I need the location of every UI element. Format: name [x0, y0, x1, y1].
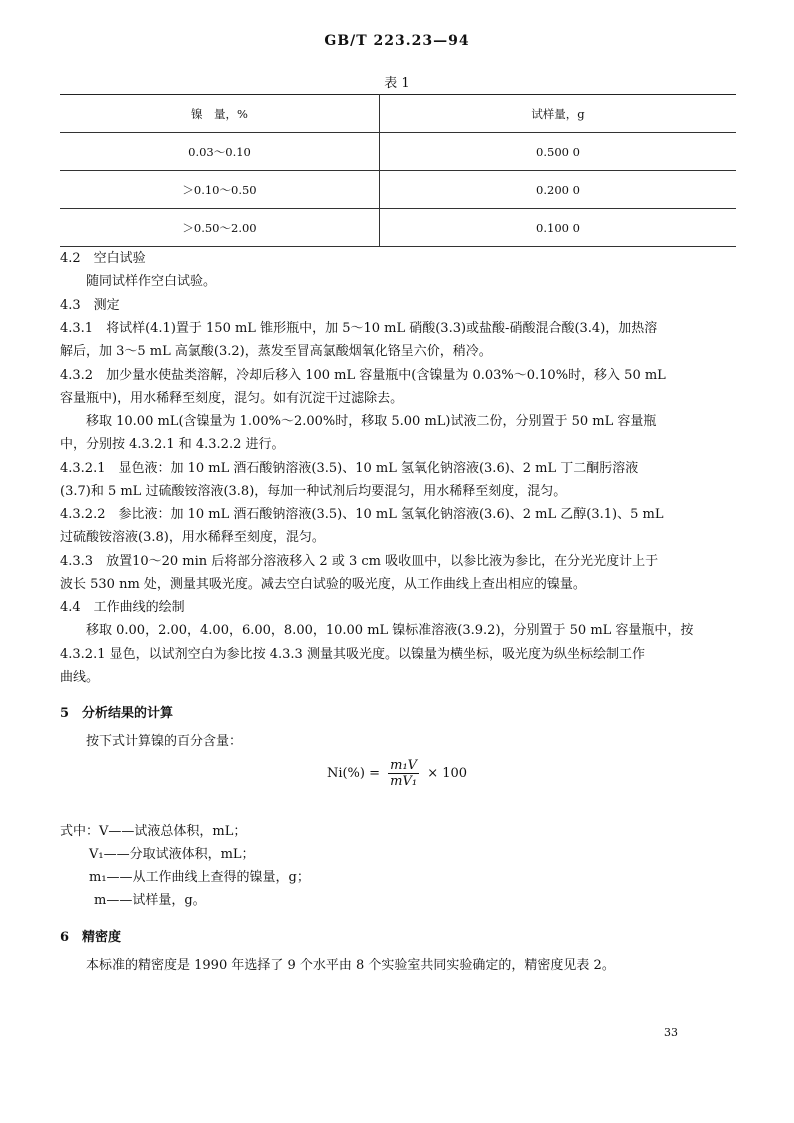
table-1: [60, 94, 736, 247]
table-header-row: [60, 95, 736, 133]
table-cell: 0.100 0: [380, 209, 737, 247]
body-text: 中，分别按 4.3.2.1 和 4.3.2.2 进行。: [60, 437, 285, 452]
column-header-nickel: 镍 量，%: [60, 95, 380, 133]
heading-4-2: 4.2 空白试验: [60, 251, 146, 266]
table-cell: ＞0.50～2.00: [60, 209, 380, 247]
body-text: 移取 10.00 mL(含镍量为 1.00%～2.00%时，移取 5.00 mL)试液二份，分别置于 50 mL 容量瓶: [86, 414, 657, 429]
standard-header: GB/T 223.23—94: [324, 33, 470, 49]
formula-denominator: mV₁: [390, 774, 418, 789]
table-cell: ＞0.10～0.50: [60, 171, 380, 209]
formula-intro: 按下式计算镍的百分含量：: [86, 734, 243, 749]
body-text: 4.3.2.2 参比液：加 10 mL 酒石酸钠溶液(3.5)、10 mL 氢氧化钠溶液(3.6)、2 mL 乙醇(3.1)、5 mL: [60, 507, 664, 522]
formula-rhs: × 100: [427, 766, 468, 781]
formula-lhs: Ni(%) =: [326, 766, 380, 781]
body-text: 4.3.2 加少量水使盐类溶解，冷却后移入 100 mL 容量瓶中(含镍量为 0.03%～0.10%时，移入 50 mL: [60, 368, 666, 383]
heading-4-3: 4.3 测定: [60, 298, 120, 313]
body-text: 4.3.1 将试样(4.1)置于 150 mL 锥形瓶中，加 5～10 mL 硝酸(3.3)或盐酸-硝酸混合酸(3.4)，加热溶: [60, 321, 658, 336]
body-text: 过硫酸铵溶液(3.8)，用水稀释至刻度，混匀。: [60, 530, 325, 545]
formula-fraction: [388, 758, 419, 789]
table-row: [60, 171, 736, 209]
where-line: V₁——分取试液体积，mL；: [89, 847, 255, 862]
body-text: 曲线。: [60, 670, 100, 685]
body-text: (3.7)和 5 mL 过硫酸铵溶液(3.8)，每加一种试剂后均要混匀，用水稀释至刻度，混匀。: [60, 484, 567, 499]
body-text: 移取 0.00，2.00，4.00，6.00，8.00，10.00 mL 镍标准溶液(3.9.2)，分别置于 50 mL 容量瓶中，按: [86, 623, 694, 638]
body-text: 波长 530 nm 处，测量其吸光度。减去空白试验的吸光度，从工作曲线上查出相应的镍量。: [60, 577, 586, 592]
body-text: 4.3.2.1 显色，以试剂空白为参比按 4.3.3 测量其吸光度。以镍量为横坐标，吸光度为纵坐标绘制工作: [60, 647, 645, 662]
table-row: [60, 133, 736, 171]
table-cell: 0.03～0.10: [60, 133, 380, 171]
formula-numerator: m₁V: [390, 758, 418, 773]
body-text: 4.3.2.1 显色液：加 10 mL 酒石酸钠溶液(3.5)、10 mL 氢氧化钠溶液(3.6)、2 mL 丁二酮肟溶液: [60, 461, 639, 476]
where-line: m——试样量，g。: [94, 893, 206, 908]
body-text: 容量瓶中)，用水稀释至刻度，混匀。如有沉淀干过滤除去。: [60, 391, 404, 406]
body-text: 4.3.3 放置10～20 min 后将部分溶液移入 2 或 3 cm 吸收皿中，以参比液为参比，在分光光度计上于: [60, 554, 659, 569]
table-row: [60, 209, 736, 247]
formula: [0, 758, 794, 789]
where-line: 式中：V——试液总体积，mL；: [60, 824, 247, 839]
column-header-sample-mass: 试样量，g: [380, 95, 737, 133]
page-number: 33: [664, 1026, 678, 1039]
table-caption: 表 1: [384, 76, 410, 91]
table-cell: 0.200 0: [380, 171, 737, 209]
precision-text: 本标准的精密度是 1990 年选择了 9 个水平由 8 个实验室共同实验确定的，精密度见表 2。: [86, 958, 615, 973]
where-line: m₁——从工作曲线上查得的镍量，g；: [89, 870, 310, 885]
heading-4-4: 4.4 工作曲线的绘制: [60, 600, 185, 615]
section-6-title: 6 精密度: [60, 930, 122, 945]
body-text: 解后，加 3～5 mL 高氯酸(3.2)，蒸发至冒高氯酸烟氧化铬呈六价，稍冷。: [60, 344, 492, 359]
table-cell: 0.500 0: [380, 133, 737, 171]
section-5-title: 5 分析结果的计算: [60, 706, 174, 721]
body-text: 随同试样作空白试验。: [86, 274, 217, 289]
